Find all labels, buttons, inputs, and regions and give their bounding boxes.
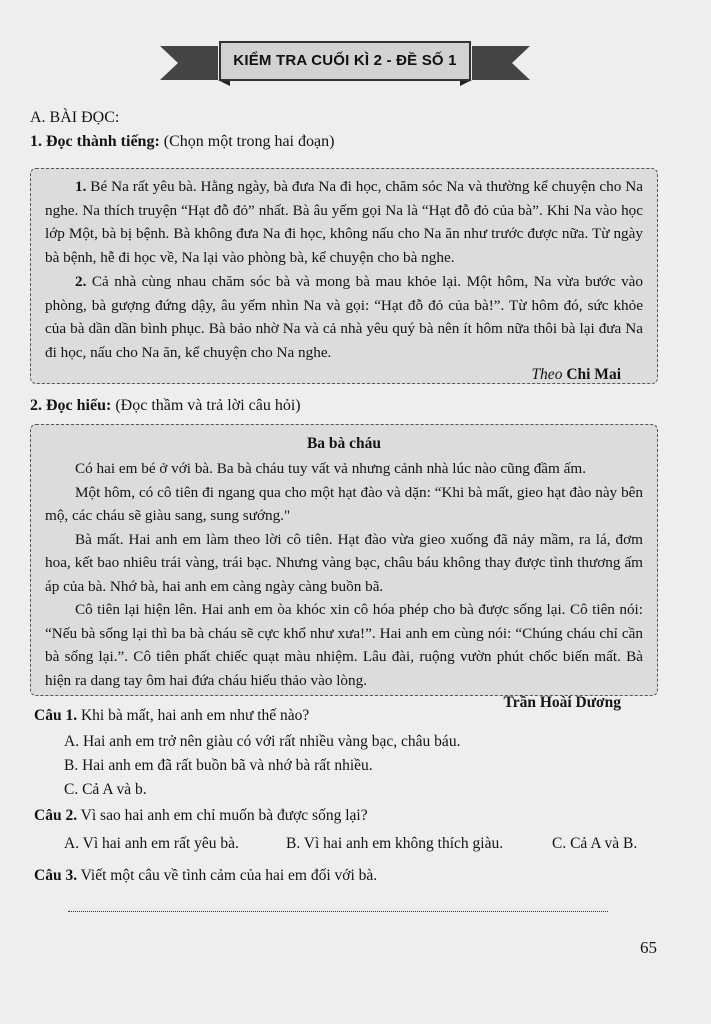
part2-heading [30,396,301,416]
story-box [30,424,658,711]
question-3-text: Viết một câu về tình cảm của hai em đối với bà. [77,867,378,884]
question-2 [34,806,368,826]
story-paragraph: Cô tiên lại hiện lên. Hai anh em òa khóc xin cô hóa phép cho bà được sống lại. Cô tiên nói: “Nếu bà sống lại thì ba bà cháu sẽ cực khổ như xưa!”. Hai anh em cùng nói: “Chúng cháu chỉ cần bà sống lại.”. Cô tiên phất chiếc quạt màu nhiệm. Lâu đài, ruộng vườn phút chốc biến mất. Bà hiện ra dang tay ôm hai đứa cháu hiếu thảo vào lòng. [45,601,643,689]
question-2-option-c[interactable]: C. Cả A và B. [552,835,638,852]
page-title: KIỂM TRA CUỐI KÌ 2 - ĐỀ SỐ 1 [233,52,457,69]
paragraph-1-number: 1. [75,178,87,195]
question-2-label: Câu 2. [34,807,78,824]
paragraph-2-text: Cả nhà cùng nhau chăm sóc bà và mong bà mau khỏe lại. Một hôm, Na vừa bước vào phòng, bà gượng đứng dậy, âu yếm nhìn Na và gọi: “Hạt đỗ đỏ của bà!”. Từ hôm đó, sức khỏe của bà dần dần bình phục. Bà bảo nhờ Na và cả nhà yêu quý bà nên ít hôm nữa thôi bà lại đưa Na đi học, nấu cho Na ăn, kể chuyện cho Na nghe. [45,273,643,361]
question-1 [34,706,309,726]
part2-note: (Đọc thầm và trả lời câu hỏi) [111,397,301,414]
question-2-option-b[interactable]: B. Vì hai anh em không thích giàu. [286,835,504,852]
reading-paragraph-2 [45,270,643,364]
question-3-label: Câu 3. [34,867,78,884]
part1-note: (Chọn một trong hai đoạn) [159,133,335,150]
story-paragraph: Bà mất. Hai anh em làm theo lời cô tiên. Hạt đào vừa gieo xuống đã nảy mầm, ra lá, đơm hoa, kết bao nhiêu trái vàng, trái bạc. Nhưng vàng bạc, châu báu không thay được tình thương ấm áp của bà. Nhớ bà, hai anh em càng ngày càng buồn bã. [45,530,643,595]
question-1-label: Câu 1. [34,707,78,724]
part2-label: 2. Đọc hiểu: [30,397,112,414]
question-1-option-a[interactable]: A. Hai anh em trở nên giàu có với rất nhiều vàng bạc, châu báu. [64,733,461,750]
story-paragraph: Một hôm, có cô tiên đi ngang qua cho một hạt đào và dặn: “Khi bà mất, gieo hạt đào này bên mộ, các cháu sẽ giàu sang, sung sướng." [45,483,643,524]
question-1-option-c[interactable]: C. Cả A và b. [64,781,147,798]
page-number: 65 [640,938,657,957]
question-2-text: Vì sao hai anh em chỉ muốn bà được sống lại? [77,807,368,824]
question-1-option-b[interactable]: B. Hai anh em đã rất buồn bã và nhớ bà rất nhiều. [64,757,373,774]
part1-label: 1. Đọc thành tiếng: [30,133,160,150]
paragraph-2-number: 2. [75,273,87,290]
paragraph-1-text: Bé Na rất yêu bà. Hằng ngày, bà đưa Na đi học, chăm sóc Na và thường kể chuyện cho Na nghe. Na thích truyện “Hạt đỗ đỏ” nhất. Bà âu yếm gọi Na là “Hạt đỗ đỏ của bà”. Khi Na vào học lớp Một, bà bị bệnh. Bà không đưa Na đi học, không nấu cho Na ăn như trước được nữa. Từ ngày bà bệnh, hễ đi học về, Na lại vào phòng bà, kể chuyện cho bà nghe. [45,178,643,266]
credit-author: Chi Mai [566,366,621,383]
question-1-text: Khi bà mất, hai anh em như thế nào? [77,707,310,724]
question-2-option-a[interactable]: A. Vì hai anh em rất yêu bà. [64,835,239,852]
question-3 [34,866,377,886]
story-paragraph: Có hai em bé ở với bà. Ba bà cháu tuy vất vả nhưng cảnh nhà lúc nào cũng đầm ấm. [75,460,586,477]
title-ribbon [160,36,530,88]
story-title: Ba bà cháu [306,435,382,452]
section-a-heading: A. BÀI ĐỌC: [30,109,120,126]
reading-credit [45,364,643,386]
reading-aloud-box [30,168,658,384]
reading-paragraph-1 [45,175,643,269]
part1-heading [30,132,334,152]
answer-line[interactable] [68,899,608,912]
story-author: Trần Hoài Dương [503,694,621,711]
credit-prefix: Theo [531,366,567,383]
